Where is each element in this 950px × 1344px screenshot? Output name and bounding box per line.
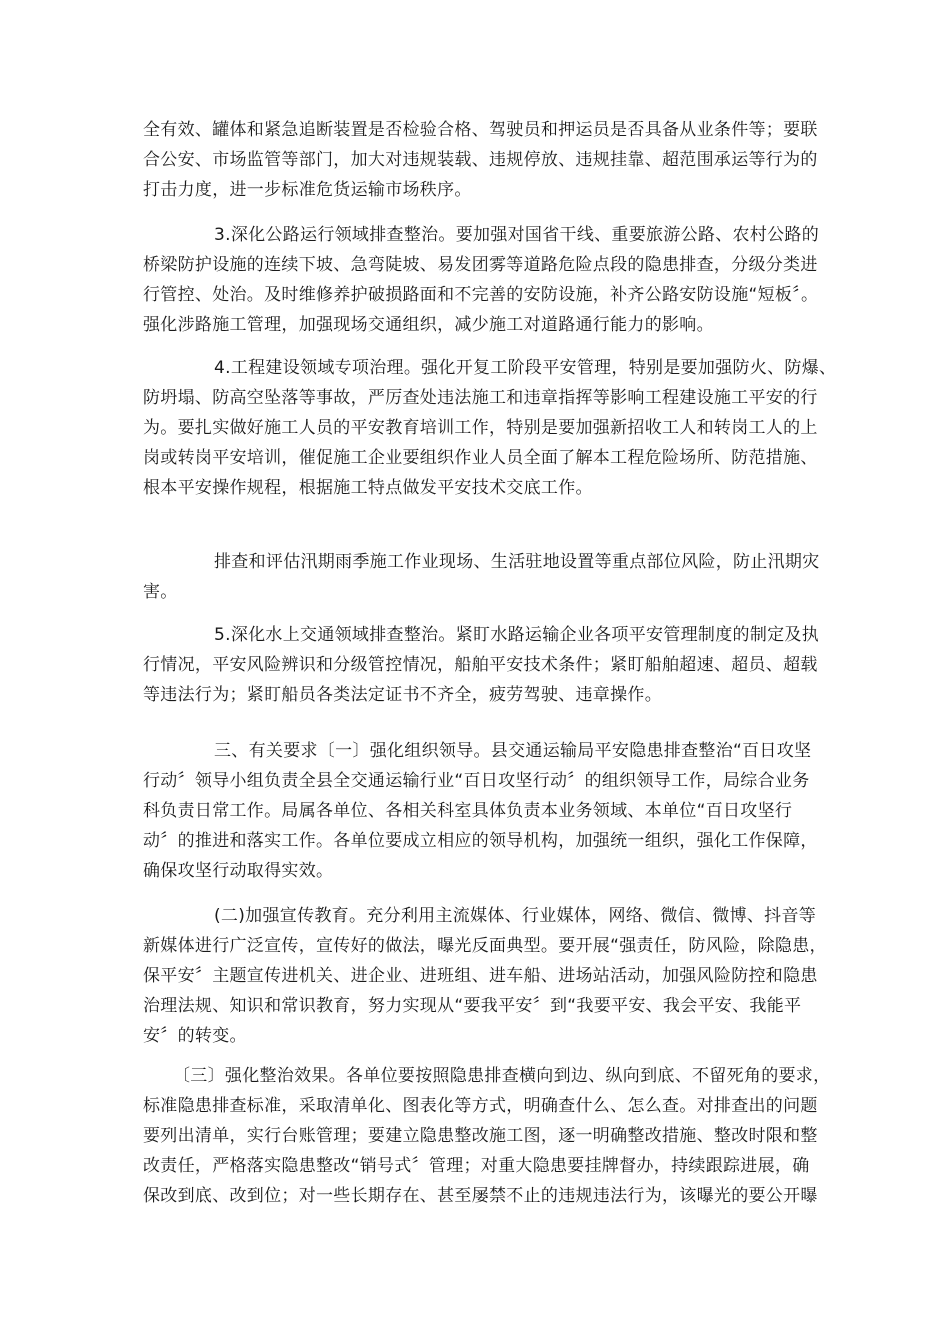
text-line: 4.工程建设领域专项治理。强化开复工阶段平安管理，特别是要加强防火、防爆、 — [214, 358, 837, 378]
text-line: 3.深化公路运行领域排查整治。要加强对国省干线、重要旅游公路、农村公路的 — [214, 225, 820, 245]
text-line: 保改到底、改到位；对一些长期存在、甚至屡禁不止的违规违法行为，该曝光的要公开曝 — [143, 1186, 818, 1206]
text-line: 害。 — [143, 582, 178, 602]
text-line: (二)加强宣传教育。充分利用主流媒体、行业媒体，网络、微信、微博、抖音等 — [214, 906, 817, 926]
text-line: 科负责日常工作。局属各单位、各相关科室具体负责本业务领域、本单位“百日攻坚行 — [143, 801, 793, 821]
text-line: 新媒体进行广泛宣传，宣传好的做法，曝光反面典型。要开展“强责任，防风险，除隐患， — [143, 936, 827, 956]
text-line: 行管控、处治。及时维修养护破损路面和不完善的安防设施，补齐公路安防设施“短板〞。 — [143, 285, 819, 305]
text-line: 合公安、市场监管等部门，加大对违规装载、违规停放、违规挂靠、超范围承运等行为的 — [143, 150, 818, 170]
text-line: 岗或转岗平安培训，催促施工企业要组织作业人员全面了解本工程危险场所、防范措施、 — [143, 448, 818, 468]
text-line: 防坍塌、防高空坠落等事故，严厉查处违法施工和违章指挥等影响工程建设施工平安的行 — [143, 388, 818, 408]
text-line: 为。要扎实做好施工人员的平安教育培训工作，特别是要加强新招收工人和转岗工人的上 — [143, 418, 818, 438]
text-line: 5.深化水上交通领域排查整治。紧盯水路运输企业各项平安管理制度的制定及执 — [214, 625, 820, 645]
text-line: 打击力度，进一步标准危货运输市场秩序。 — [143, 180, 472, 200]
text-line: 标准隐患排查标准，采取清单化、图表化等方式，明确查什么、怎么查。对排查出的问题 — [143, 1096, 818, 1116]
text-line: 改责任，严格落实隐患整改“销号式〞管理；对重大隐患要挂牌督办，持续跟踪进展，确 — [143, 1156, 810, 1176]
text-line: 行动〞领导小组负责全县全交通运输行业“百日攻坚行动〞的组织领导工作，局综合业务 — [143, 771, 810, 791]
text-line: 全有效、罐体和紧急追断装置是否检验合格、驾驶员和押运员是否具备从业条件等；要联 — [143, 120, 818, 140]
text-line: 动〞的推进和落实工作。各单位要成立相应的领导机构，加强统一组织，强化工作保障， — [143, 831, 818, 851]
text-line: 行情况，平安风险辨识和分级管控情况，船舶平安技术条件；紧盯船舶超速、超员、超载 — [143, 655, 818, 675]
text-line: 要列出清单，实行台账管理；要建立隐患整改施工图，逐一明确整改措施、整改时限和整 — [143, 1126, 818, 1146]
text-line: 等违法行为；紧盯船员各类法定证书不齐全，疲劳驾驶、违章操作。 — [143, 685, 662, 705]
text-line: 根本平安操作规程，根据施工特点做发平安技术交底工作。 — [143, 478, 593, 498]
text-line: 治理法规、知识和常识教育，努力实现从“要我平安〞到“我要平安、我会平安、我能平 — [143, 996, 802, 1016]
text-line: 确保攻坚行动取得实效。 — [143, 861, 334, 881]
text-line: 保平安〞主题宣传进机关、进企业、进班组、进车船、进场站活动，加强风险防控和隐患 — [143, 966, 818, 986]
text-line: 桥梁防护设施的连续下坡、急弯陡坡、易发团雾等道路危险点段的隐患排查，分级分类进 — [143, 255, 818, 275]
text-line: 强化涉路施工管理，加强现场交通组织，减少施工对道路通行能力的影响。 — [143, 315, 714, 335]
text-line: 安〞的转变。 — [143, 1026, 247, 1046]
text-line: 〔三〕强化整治效果。各单位要按照隐患排查横向到边、纵向到底、不留死角的要求， — [173, 1066, 831, 1086]
text-line: 排查和评估汛期雨季施工作业现场、生活驻地设置等重点部位风险，防止汛期灾 — [214, 552, 820, 572]
text-line: 三、有关要求〔一〕强化组织领导。县交通运输局平安隐患排查整治“百日攻坚 — [214, 741, 812, 761]
